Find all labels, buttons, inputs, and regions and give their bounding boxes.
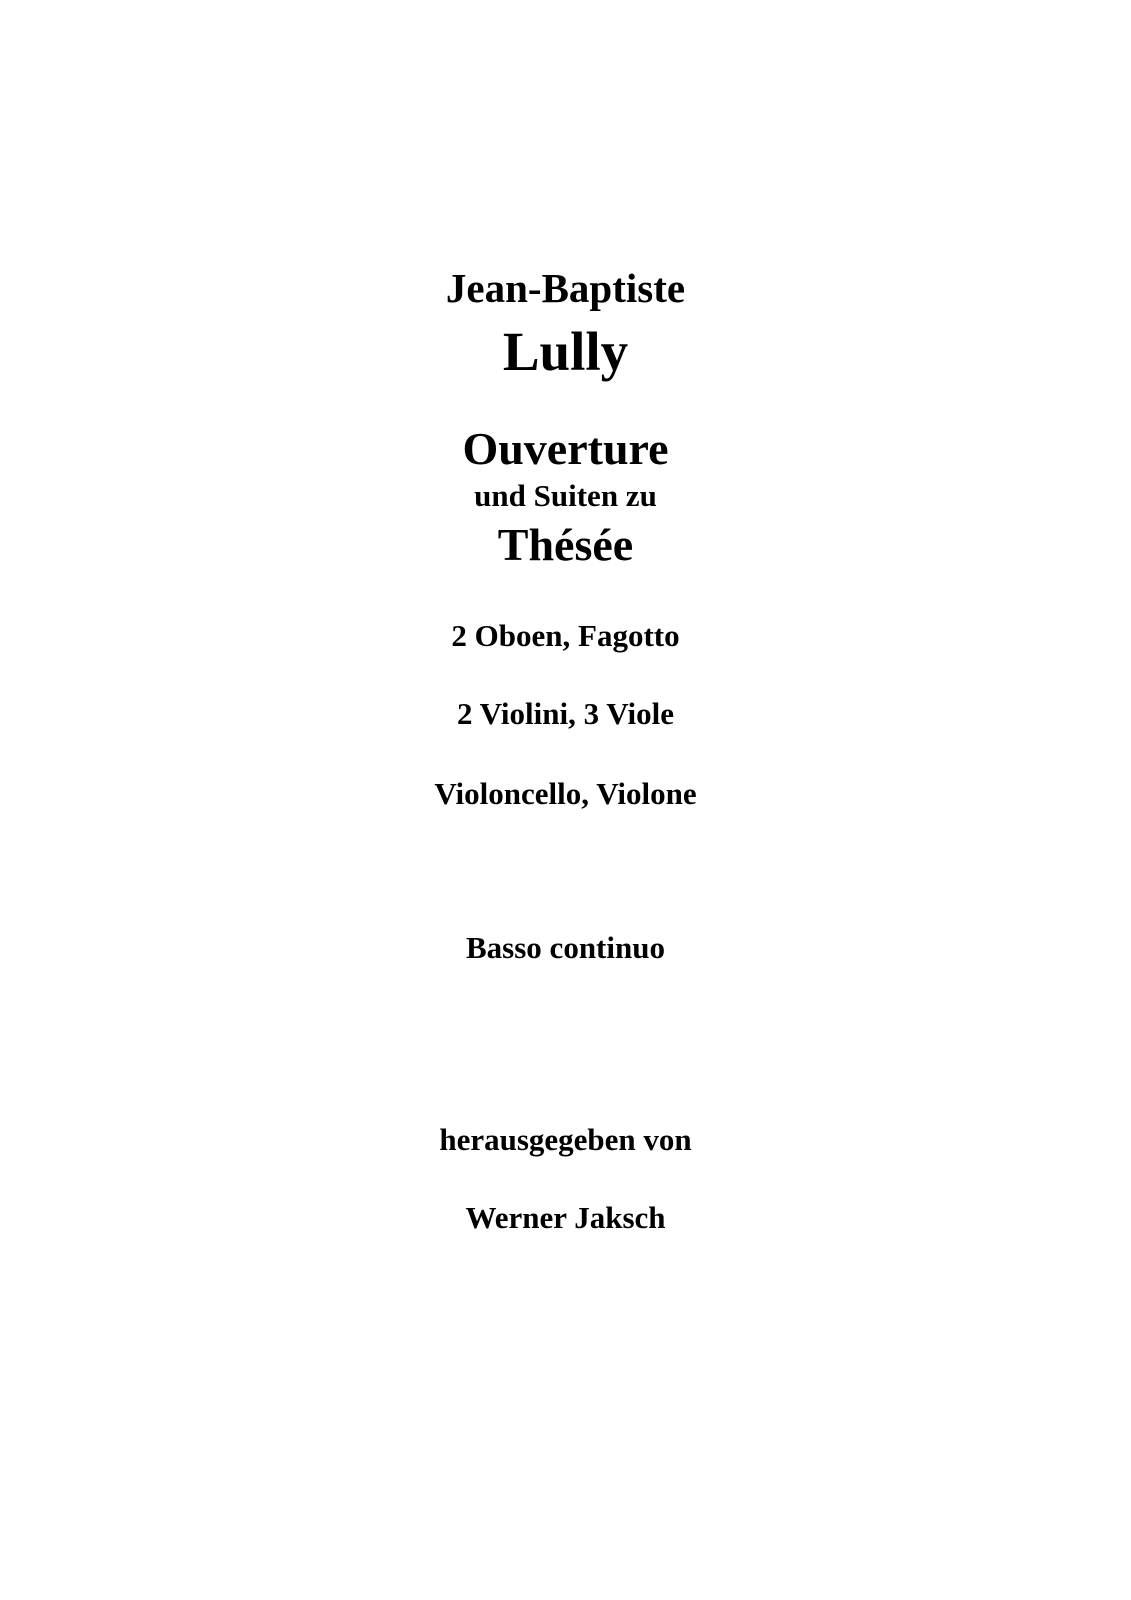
work-title: Ouverture (462, 423, 669, 474)
instrumentation-line: Basso continuo (466, 930, 665, 965)
instrumentation-line: Violoncello, Violone (434, 776, 697, 811)
instrumentation-line: 2 Violini, 3 Viole (456, 696, 675, 731)
instrumentation-line: 2 Oboen, Fagotto (451, 618, 680, 653)
editor-label: herausgegeben von (439, 1122, 692, 1157)
editor-name: Werner Jaksch (465, 1200, 666, 1235)
work-name: Thésée (497, 519, 634, 570)
composer-last-name: Lully (502, 321, 629, 382)
composer-first-name: Jean-Baptiste (445, 265, 686, 311)
work-subtitle: und Suiten zu (474, 478, 657, 513)
